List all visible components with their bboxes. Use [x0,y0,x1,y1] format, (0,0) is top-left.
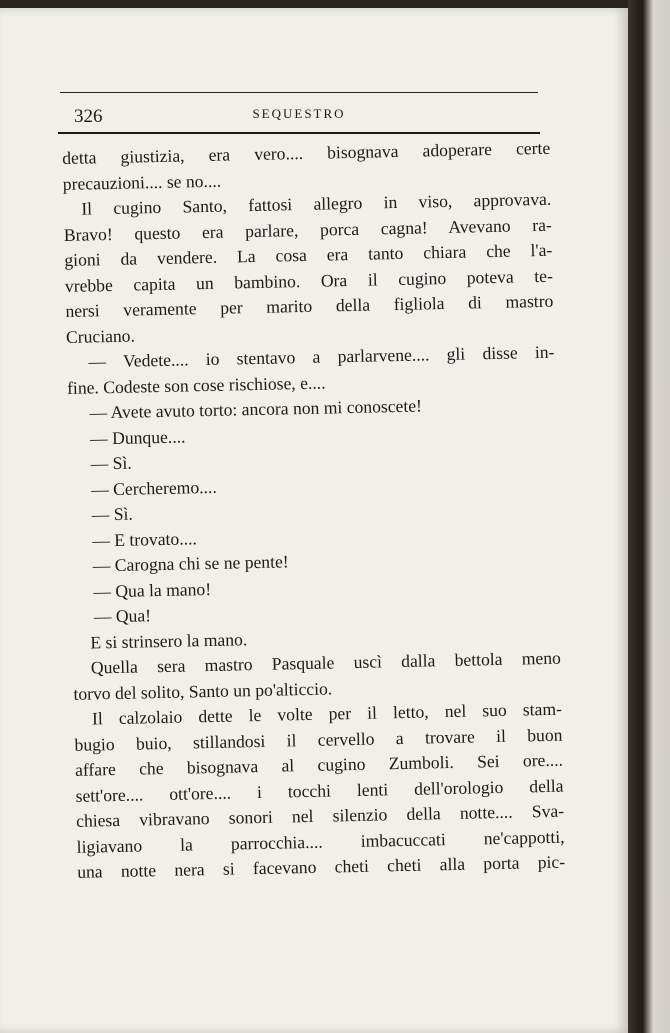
text-line: Bravo! questo era parlare, porca cagna! Avevano ra- [63,214,552,245]
running-head: SEQUESTRO [252,106,346,121]
text-line: — Qua la mano! [93,578,212,601]
text-line: affare che bisognava al cugino Zumboli. Sei ore.... [74,749,564,780]
text-line: — Sì. [91,503,134,525]
text-line: ligiavano la parrocchia.... imbacuccati ne'cappotti, [76,826,565,857]
text-line: — E trovato.... [92,527,198,550]
book-page [0,8,628,1033]
text-line: precauzioni.... se no.... [62,170,222,194]
text-line: — Carogna chi se ne pente! [92,551,289,576]
text-line: gioni da vendere. La cosa era tanto chiara che l'a- [64,239,553,270]
text-line: Il calzolaio dette le volte per il letto, nel suo stam- [91,698,563,729]
text-line: vrebbe capita un bambino. Ora il cugino poteva te- [64,265,554,296]
text-line: fine. Codeste son cose rischiose, e.... [66,372,326,398]
text-line: — Vedete.... io stentavo a parlarvene.... gli disse in- [88,341,555,372]
body-text [62,136,565,886]
text-line: — Dunque.... [89,425,186,448]
text-line: bugio buio, stillandosi il cervello a trovare il buon [74,724,563,755]
text-line: sett'ore.... ott'ore.... i tocchi lenti dell'orologio della [75,775,564,806]
page-header [60,104,538,128]
text-line: Il cugino Santo, fattosi allegro in viso, approvava. [81,188,552,219]
header-top-rule [60,92,538,93]
text-line: — Qua! [93,605,152,627]
text-line: Cruciano. [65,325,136,347]
book-spine-edge [628,0,670,1033]
text-line: una notte nera si facevano cheti cheti alla porta pic- [76,851,566,882]
text-line: chiesa vibravano sonori nel silenzio della notte.... Sva- [75,800,565,831]
text-line: — Sì. [90,452,132,474]
text-line: E si strinsero la mano. [90,628,248,653]
text-line: detta giustizia, era vero.... bisognava adoperare certe [62,137,551,168]
text-line: — Avete avuto torto: ancora non mi conoscete! [89,395,423,423]
text-line: — Cercheremo.... [90,476,217,499]
header-bottom-rule [58,132,540,134]
text-line: Quella sera mastro Pasquale uscì dalla bettola meno [90,647,562,678]
text-line: torvo del solito, Santo un po'alticcio. [73,677,333,704]
page-number: 326 [74,106,103,127]
text-line: nersi veramente per marito della figliola di mastro [65,290,554,321]
